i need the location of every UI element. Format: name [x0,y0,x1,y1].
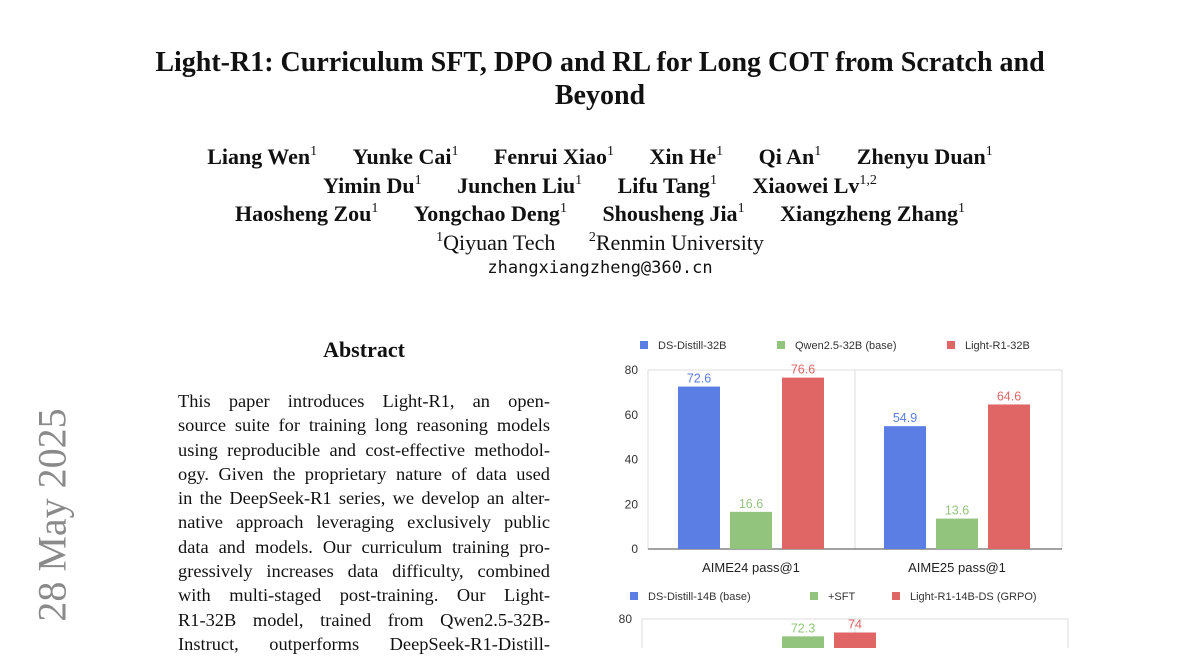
legend-swatch [640,341,648,349]
author: Zhenyu Duan$^1$ [856,144,993,169]
data-label: 76.6 [790,362,816,377]
abstract-line: native approach leveraging exclusively public [178,512,550,533]
y-tick-label: 80 [624,363,638,377]
data-label: 13.6 [944,503,970,518]
abstract-text [178,389,550,656]
y-tick-label: 80 [618,612,632,626]
author: Yunke Cai$^1$ [352,144,459,169]
title-line-2: Beyond [554,80,646,111]
author: Xiaowei Lv$^{1,2}$ [752,172,877,198]
legend-swatch [810,592,818,600]
data-label: 16.6 [738,496,764,511]
title-line-1: Light-R1: Curriculum SFT, DPO and RL for Long COT from Scratch and [155,47,1045,78]
bar [884,426,926,549]
author: Qi An$^1$ [758,144,822,169]
data-label: 74 [848,617,862,632]
legend-swatch [777,341,785,349]
bar [782,636,824,648]
data-label: 72.6 [686,371,712,386]
author: Yimin Du$^1$ [323,172,422,198]
legend-label: DS-Distill-32B [658,340,727,352]
bar [988,404,1030,549]
x-category-label: AIME25 pass@1 [908,560,1006,575]
abstract-line: in the DeepSeek-R1 series, we develop an alter- [178,488,550,509]
data-label: 72.3 [790,621,816,636]
legend-swatch [892,592,900,600]
legend-swatch [630,592,638,600]
author-row [100,200,1100,229]
legend-label: DS-Distill-14B (base) [648,591,751,603]
bar [834,633,876,649]
data-label: 64.6 [996,389,1022,404]
paper-title [100,46,1100,112]
author: Lifu Tang$^1$ [617,172,717,198]
results-bar-charts [600,330,1080,648]
bar [936,519,978,549]
abstract-line: source suite for training long reasoning models [178,415,550,436]
abstract-line: using reproducible and cost-effective methodol- [178,439,550,460]
author: Xiangzheng Zhang$^1$ [780,201,965,226]
y-tick-label: 60 [624,407,638,422]
y-tick-label: 20 [624,497,638,512]
author: Yongchao Deng$^1$ [413,201,567,226]
x-category-label: AIME24 pass@1 [702,560,800,575]
affiliation: $^1$Qiyuan Tech [436,230,556,255]
author-row [100,172,1100,201]
y-tick-label: 0 [631,542,638,556]
abstract-line: This paper introduces Light-R1, an open- [178,391,550,411]
affiliation: $^2$Renmin University [588,230,764,255]
abstract-line: gressively increases data difficulty, combined [178,561,550,582]
legend-label: Qwen2.5-32B (base) [795,340,897,352]
author: Shousheng Jia$^1$ [602,201,745,226]
author-row [100,143,1100,172]
author: Haosheng Zou$^1$ [235,201,379,226]
bar [730,512,772,549]
legend-label: +SFT [828,591,856,603]
author: Xin He$^1$ [649,144,724,169]
legend-label: Light-R1-14B-DS (GRPO) [910,591,1037,603]
abstract-line: Instruct, outperforms DeepSeek-R1-Distill- [178,633,550,654]
bar [782,378,824,549]
affiliations [100,229,1100,257]
author-list [100,143,1100,229]
abstract-line: with multi-staged post-training. Our Light- [178,585,550,606]
abstract-line: ogy. Given the proprietary nature of data used [178,463,550,484]
contact-email: zhangxiangzheng@360.cn [487,258,713,278]
arxiv-date-stamp: 28 May 2025 [29,408,75,622]
abstract-line: data and models. Our curriculum training pro- [178,536,550,557]
legend-swatch [947,341,955,349]
legend-label: Light-R1-32B [965,340,1030,352]
data-label: 54.9 [892,411,918,426]
author: Junchen Liu$^1$ [457,172,583,198]
author: Fenrui Xiao$^1$ [493,144,615,169]
y-tick-label: 40 [624,452,638,467]
author: Liang Wen$^1$ [207,144,318,169]
abstract-heading: Abstract [323,337,405,362]
bar [678,387,720,549]
abstract-line: R1-32B model, trained from Qwen2.5-32B- [178,609,550,630]
